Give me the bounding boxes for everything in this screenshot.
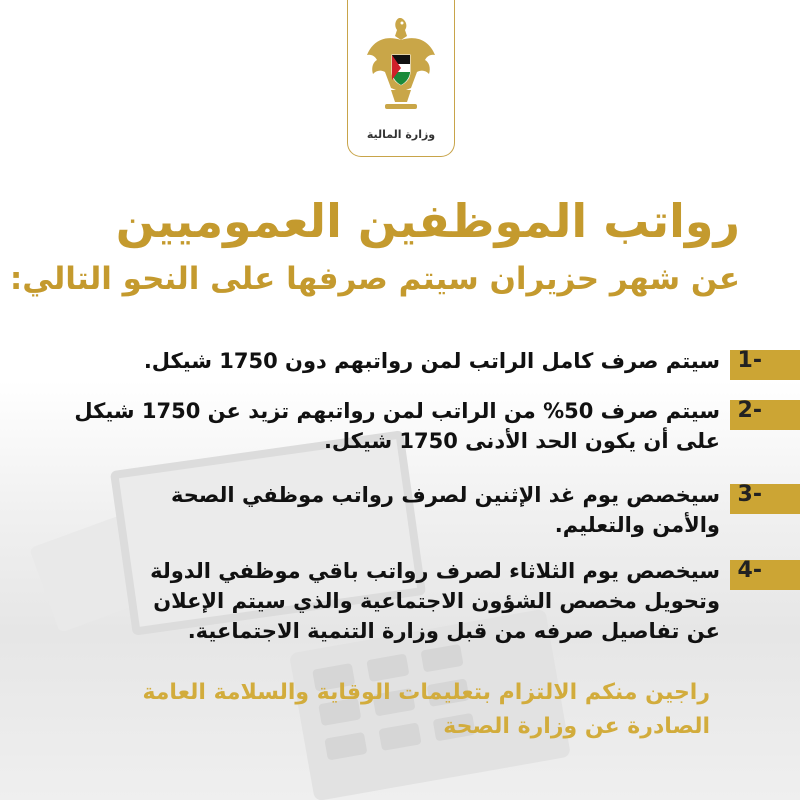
item-text-line: سيتم صرف 50% من الراتب لمن رواتبهم تزيد عن 1750 شيكل [74, 399, 720, 423]
item-text-line: على أن يكون الحد الأدنى 1750 شيكل. [323, 429, 720, 453]
list-item-4 [40, 556, 800, 652]
item-text [40, 480, 720, 540]
item-text [40, 346, 720, 376]
item-number: 1- [737, 348, 762, 373]
page-title: رواتب الموظفين العموميين [115, 194, 740, 248]
item-number: 4- [737, 558, 762, 583]
ministry-name-caption: وزارة المالية [366, 128, 436, 141]
item-text-line: سيتم صرف كامل الراتب لمن رواتبهم دون 1750 شيكل. [143, 349, 720, 373]
eagle-emblem-icon [361, 10, 441, 120]
item-number: 3- [737, 482, 762, 507]
item-text-line: سيخصص يوم الثلاثاء لصرف رواتب باقي موظفي الدولة [150, 559, 720, 583]
footer-line: الصادرة عن وزارة الصحة [443, 714, 710, 739]
list-item-1 [40, 346, 800, 386]
ministry-logo-box [347, 0, 455, 157]
footer-line: راجين منكم الالتزام بتعليمات الوقاية والسلامة العامة [142, 680, 710, 705]
item-text-line: والأمن والتعليم. [554, 513, 720, 537]
page-subtitle: عن شهر حزيران سيتم صرفها على النحو التالي: [9, 261, 740, 297]
item-text-line: عن تفاصيل صرفه من قبل وزارة التنمية الاجتماعية. [187, 619, 720, 643]
list-item-3 [40, 480, 800, 544]
footer-note [40, 676, 710, 744]
list-item-2 [40, 396, 800, 460]
item-text-line: سيخصص يوم غد الإثنين لصرف رواتب موظفي الصحة [170, 483, 720, 507]
item-number: 2- [737, 398, 762, 423]
item-text [40, 556, 720, 646]
item-text [40, 396, 720, 456]
item-text-line: وتحويل مخصص الشؤون الاجتماعية والذي سيتم الإعلان [153, 589, 720, 613]
